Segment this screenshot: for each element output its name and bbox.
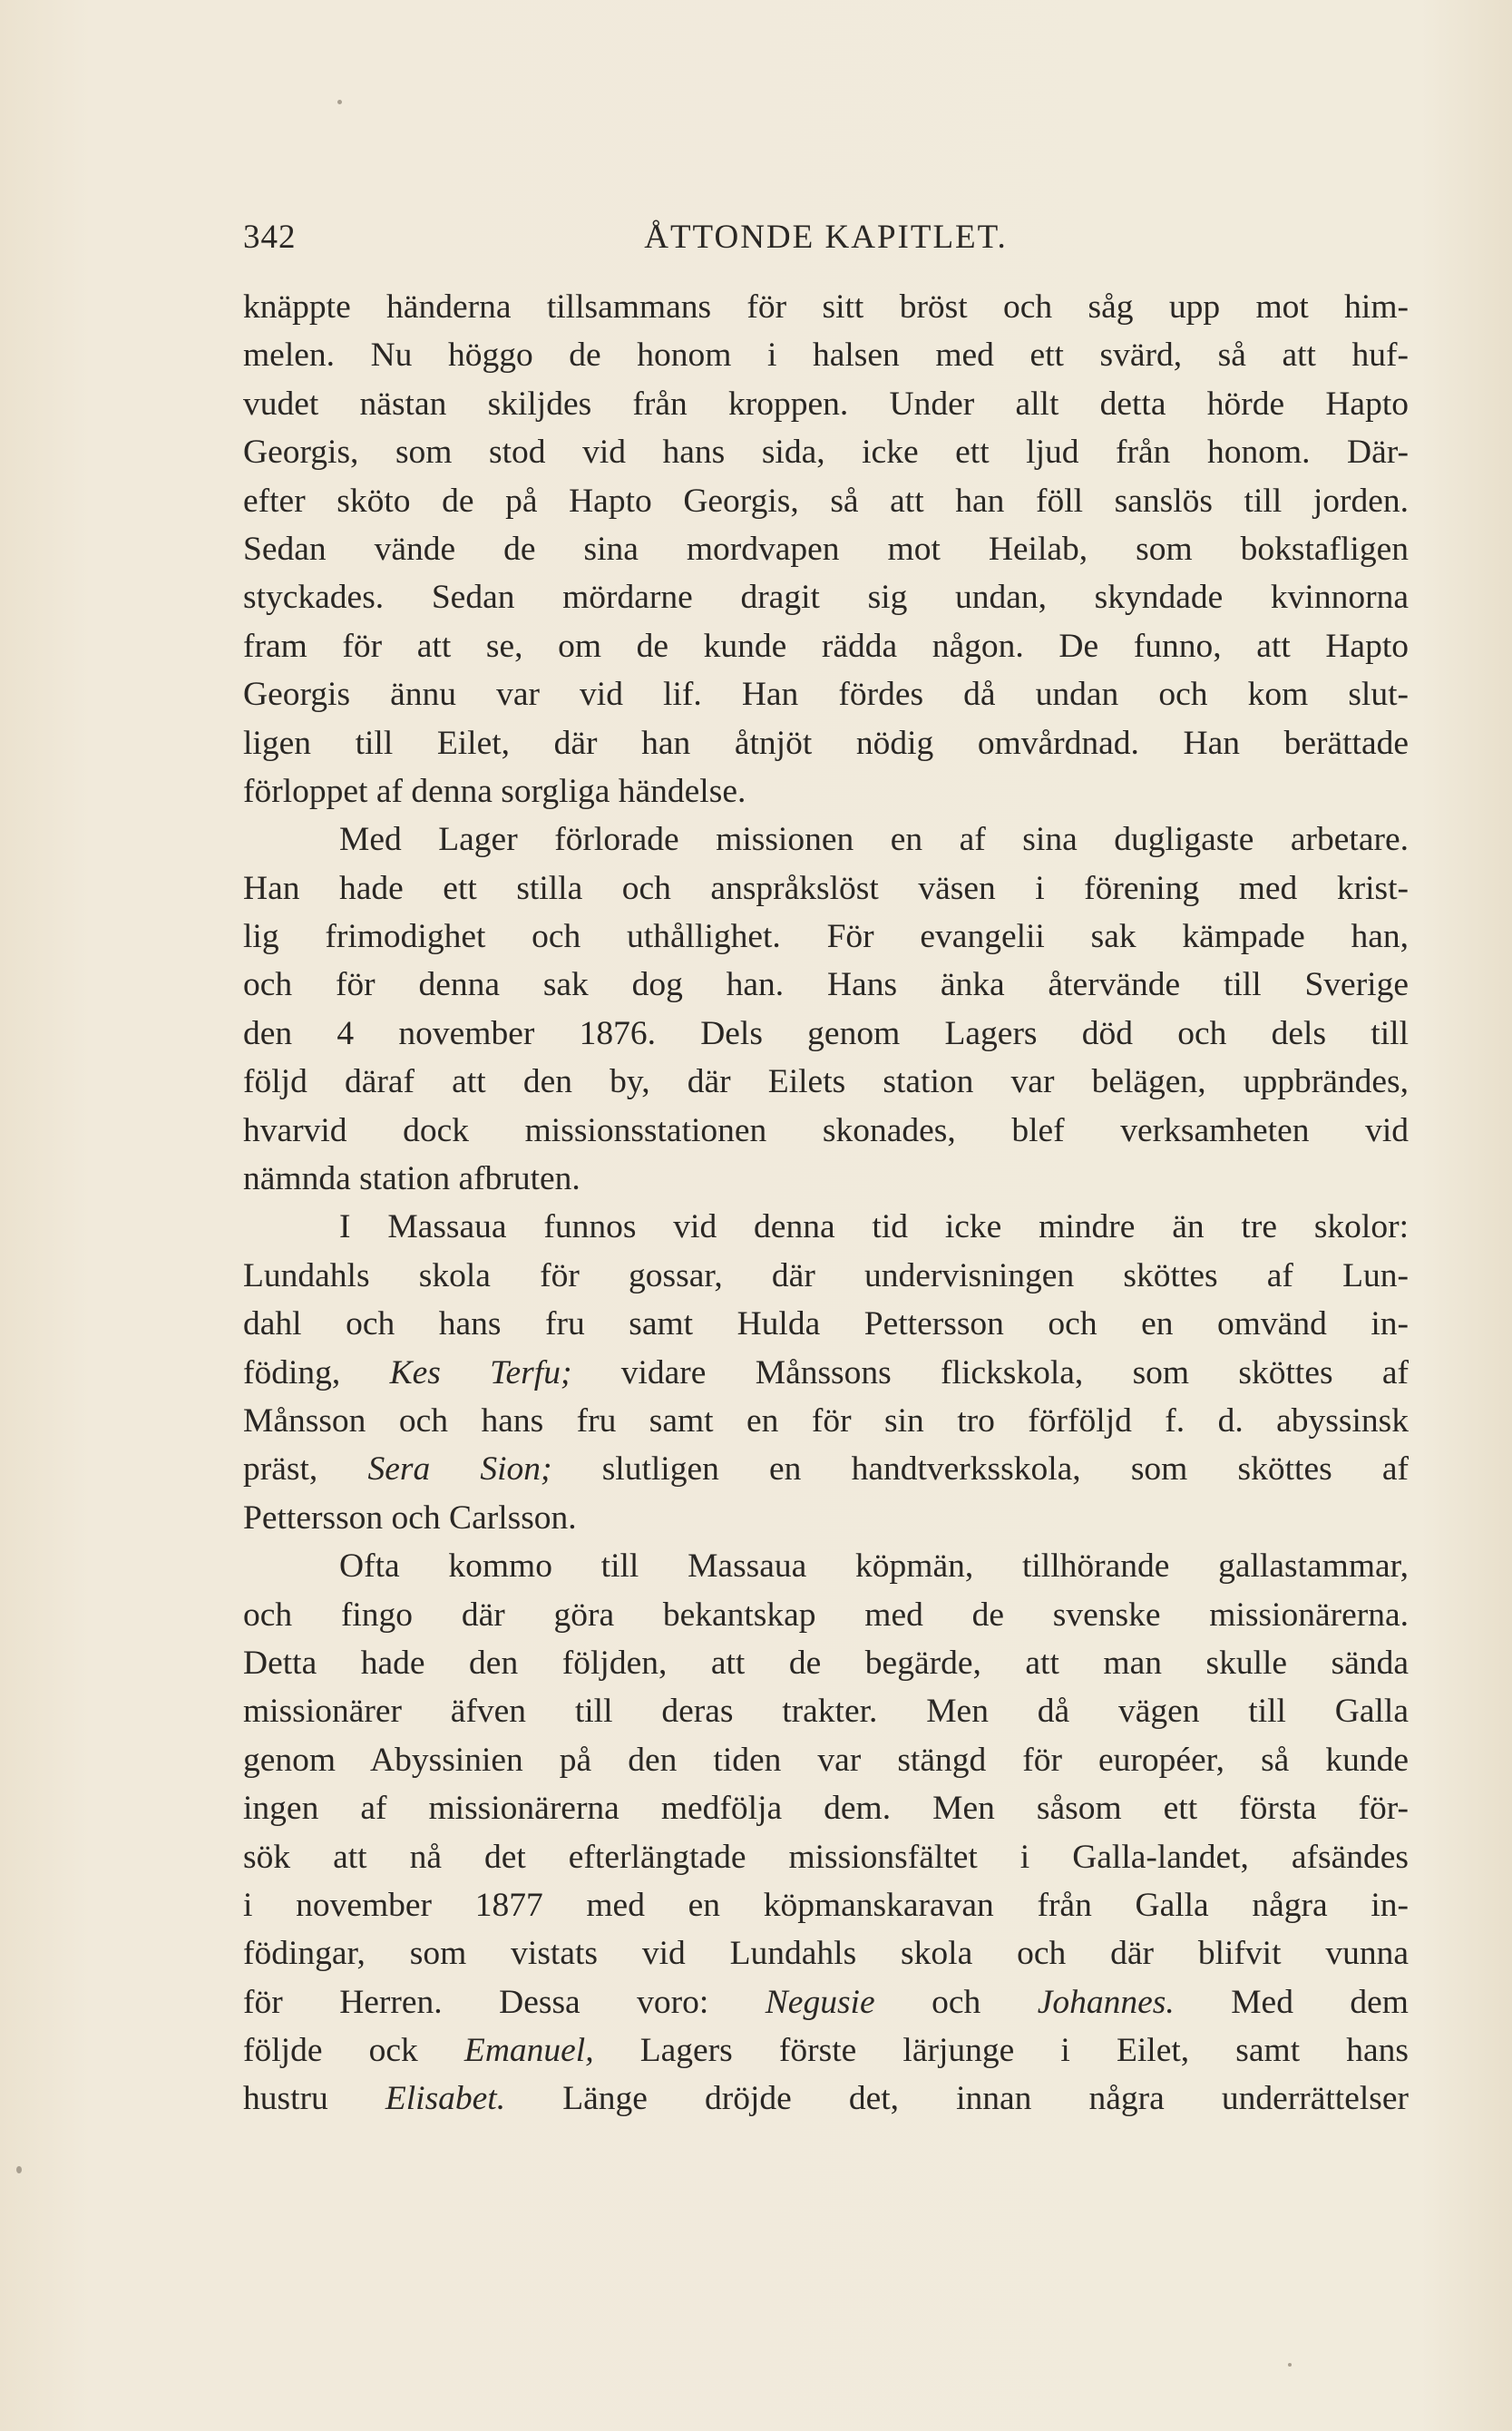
text-line (243, 864, 1409, 913)
text-segment: Han hade ett stilla och anspråkslöst väsen i förening med krist- (243, 869, 1409, 907)
text-segment: melen. Nu höggo de honom i halsen med ett svärd, så att huf- (243, 337, 1409, 375)
text-line (243, 1155, 1409, 1203)
text-line (243, 1252, 1409, 1300)
italic-name: Kes Terfu; (389, 1353, 572, 1391)
text-segment: födingar, som vistats vid Lundahls skola och där blifvit vunna (243, 1935, 1409, 1973)
italic-name: Elisabet. (385, 2080, 506, 2118)
text-segment: föding, (243, 1353, 390, 1391)
text-line (243, 2075, 1409, 2123)
text-segment: ligen till Eilet, där han åtnjöt nödig omvårdnad. Han berättade (243, 724, 1409, 762)
text-line (243, 622, 1409, 670)
paper-speck (337, 100, 342, 104)
text-line (243, 1058, 1409, 1106)
text-segment: Detta hade den följden, att de begärde, att man skulle sända (243, 1644, 1409, 1682)
text-line (243, 1639, 1409, 1687)
italic-name: Negusie (765, 1983, 875, 2021)
text-line (243, 525, 1409, 573)
text-segment: och (874, 1983, 1038, 2021)
text-line (243, 1833, 1409, 1881)
text-line (243, 1010, 1409, 1058)
text-line (243, 1445, 1409, 1493)
text-segment: Georgis ännu var vid lif. Han fördes då undan och kom slut- (243, 676, 1409, 714)
text-line (243, 428, 1409, 476)
text-segment: fram för att se, om de kunde rädda någon. De funno, att Hapto (243, 627, 1409, 665)
text-line (243, 2026, 1409, 2075)
text-segment: hvarvid dock missionsstationen skonades, blef verksamheten vid (243, 1111, 1409, 1149)
text-line (243, 380, 1409, 428)
italic-name: Johannes. (1037, 1983, 1175, 2021)
text-line (243, 1784, 1409, 1832)
text-segment: ingen af missionärerna medfölja dem. Men såsom ett första för- (243, 1790, 1409, 1828)
text-segment: Länge dröjde det, innan några underrättelser (505, 2080, 1409, 2118)
text-line (243, 573, 1409, 621)
text-segment: Med Lager förlorade missionen en af sina dugligaste arbetare. (339, 821, 1409, 859)
text-line (243, 1881, 1409, 1929)
text-segment: förloppet af denna sorgliga händelse. (243, 772, 746, 810)
text-segment: nämnda station afbruten. (243, 1160, 580, 1198)
text-line (243, 1300, 1409, 1348)
text-segment: styckades. Sedan mördarne dragit sig undan, skyndade kvinnorna (243, 579, 1409, 617)
text-segment: och fingo där göra bekantskap med de svenske missionärerna. (243, 1596, 1409, 1634)
text-segment: genom Abyssinien på den tiden var stängd för européer, så kunde (243, 1741, 1409, 1779)
text-segment: präst, (243, 1450, 368, 1489)
text-line (243, 1494, 1409, 1542)
text-segment: i november 1877 med en köpmanskaravan från Galla några in- (243, 1886, 1409, 1924)
text-line (243, 1978, 1409, 2026)
text-segment: efter sköto de på Hapto Georgis, så att han föll sanslös till jorden. (243, 482, 1409, 520)
paper-speck (1288, 2363, 1292, 2367)
text-line (243, 719, 1409, 767)
text-line (243, 1397, 1409, 1445)
text-line (243, 1107, 1409, 1155)
text-line (243, 1542, 1409, 1590)
text-segment: Med dem (1174, 1983, 1409, 2021)
text-segment: för Herren. Dessa voro: (243, 1983, 766, 2021)
text-segment: slutligen en handtverksskola, som sköttes af (551, 1450, 1409, 1489)
paper-speck (16, 2166, 22, 2173)
page-number: 342 (243, 219, 297, 256)
text-segment: lig frimodighet och uthållighet. För evangelii sak kämpade han, (243, 918, 1409, 956)
text-line (243, 670, 1409, 718)
text-segment: Ofta kommo till Massaua köpmän, tillhörande gallastammar, (339, 1547, 1409, 1586)
text-line (243, 1203, 1409, 1251)
text-line (243, 477, 1409, 525)
text-segment: sök att nå det efterlängtade missionsfältet i Galla-landet, afsändes (243, 1838, 1409, 1876)
text-line (243, 1687, 1409, 1735)
text-line (243, 767, 1409, 815)
text-line (243, 1591, 1409, 1639)
text-segment: vudet nästan skiljdes från kroppen. Under allt detta hörde Hapto (243, 385, 1409, 423)
text-line (243, 283, 1409, 331)
text-segment: knäppte händerna tillsammans för sitt bröst och såg upp mot him- (243, 288, 1409, 326)
text-line (243, 1929, 1409, 1977)
body-text (243, 283, 1409, 2123)
text-line (243, 913, 1409, 961)
italic-name: Sera Sion; (367, 1450, 552, 1489)
text-line (243, 1736, 1409, 1784)
text-segment: den 4 november 1876. Dels genom Lagers död och dels till (243, 1014, 1409, 1052)
text-segment: I Massaua funnos vid denna tid icke mindre än tre skolor: (339, 1208, 1409, 1246)
text-segment: Pettersson och Carlsson. (243, 1499, 577, 1537)
text-line (243, 815, 1409, 864)
page-header (243, 218, 1409, 272)
text-segment: följde ock (243, 2032, 464, 2070)
text-line (243, 961, 1409, 1009)
text-segment: Månsson och hans fru samt en för sin tro förföljd f. d. abyssinsk (243, 1401, 1409, 1440)
text-segment: vidare Månssons flickskola, som sköttes af (571, 1353, 1409, 1391)
text-segment: och för denna sak dog han. Hans änka återvände till Sverige (243, 966, 1409, 1004)
text-segment: missionärer äfven till deras trakter. Men då vägen till Galla (243, 1693, 1409, 1731)
text-segment: dahl och hans fru samt Hulda Pettersson och en omvänd in- (243, 1305, 1409, 1343)
text-segment: Sedan vände de sina mordvapen mot Heilab, som bokstafligen (243, 530, 1409, 568)
text-line (243, 1349, 1409, 1397)
italic-name: Emanuel, (463, 2032, 594, 2070)
text-line (243, 331, 1409, 379)
running-head: ÅTTONDE KAPITLET. (644, 219, 1008, 256)
text-segment: hustru (243, 2080, 385, 2118)
text-segment: följd däraf att den by, där Eilets station var belägen, uppbrändes, (243, 1063, 1409, 1101)
text-segment: Lagers förste lärjunge i Eilet, samt hans (593, 2032, 1410, 2070)
text-segment: Lundahls skola för gossar, där undervisningen sköttes af Lun- (243, 1256, 1409, 1294)
text-segment: Georgis, som stod vid hans sida, icke ett ljud från honom. Där- (243, 434, 1409, 472)
